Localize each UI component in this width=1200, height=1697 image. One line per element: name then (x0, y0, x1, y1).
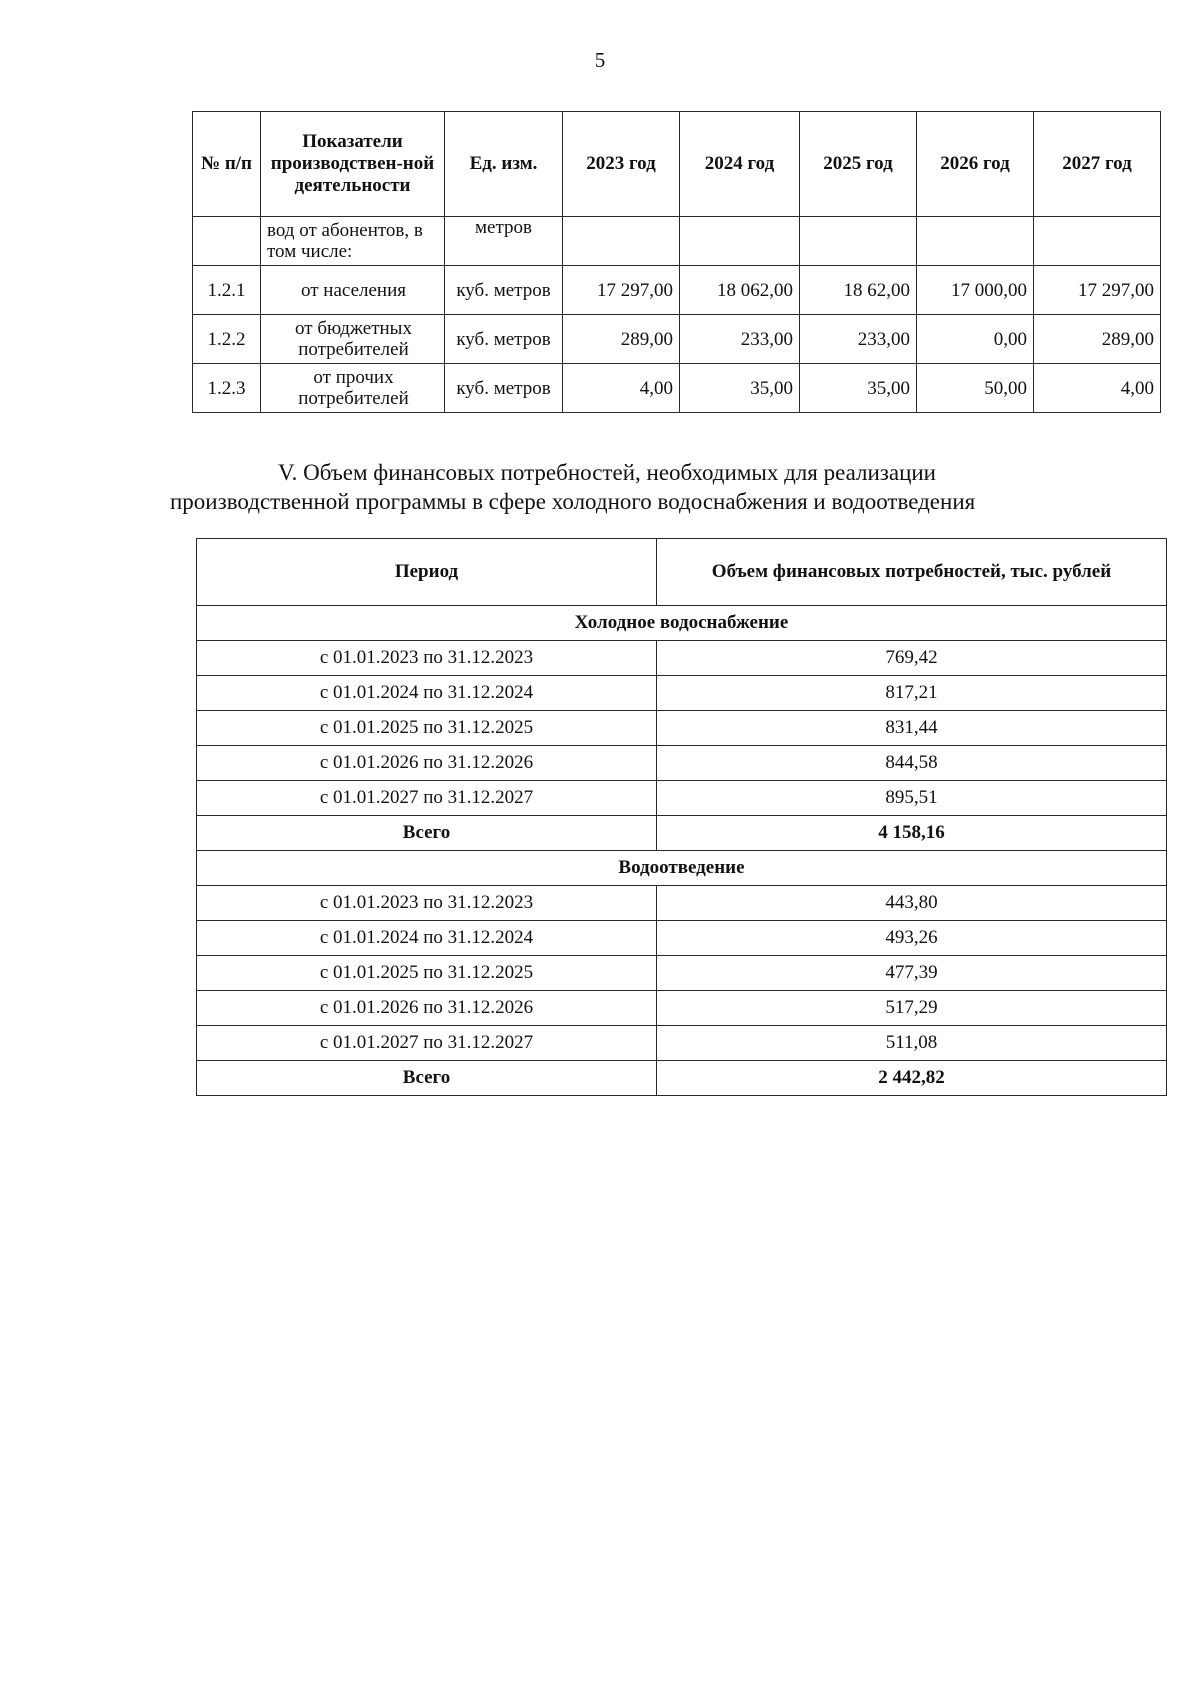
header-num: № п/п (193, 112, 261, 217)
cell-2024: 233,00 (680, 315, 800, 364)
cell-2027: 17 297,00 (1034, 266, 1161, 315)
total-label: Всего (197, 1061, 657, 1096)
table-row (197, 886, 1167, 921)
cell-2027: 289,00 (1034, 315, 1161, 364)
production-indicators-table (192, 111, 1161, 413)
period-cell: с 01.01.2026 по 31.12.2026 (197, 746, 657, 781)
period-cell: с 01.01.2025 по 31.12.2025 (197, 956, 657, 991)
table-row (197, 711, 1167, 746)
table-header-row (193, 112, 1161, 217)
cell-2023: 17 297,00 (563, 266, 680, 315)
row-unit: куб. метров (445, 364, 563, 413)
cell-2026: 50,00 (917, 364, 1034, 413)
cell-2024 (680, 217, 800, 266)
header-volume: Объем финансовых потребностей, тыс. рублей (657, 539, 1167, 606)
header-2026: 2026 год (917, 112, 1034, 217)
cell-2023: 4,00 (563, 364, 680, 413)
cell-2025: 18 62,00 (800, 266, 917, 315)
total-row (197, 816, 1167, 851)
value-cell: 493,26 (657, 921, 1167, 956)
section-title-line-2: производственной программы в сфере холодного водоснабжения и водоотведения (170, 489, 976, 514)
period-cell: с 01.01.2026 по 31.12.2026 (197, 991, 657, 1026)
row-unit: куб. метров (445, 315, 563, 364)
value-cell: 443,80 (657, 886, 1167, 921)
value-cell: 517,29 (657, 991, 1167, 1026)
row-unit: куб. метров (445, 266, 563, 315)
header-2027: 2027 год (1034, 112, 1161, 217)
period-cell: с 01.01.2024 по 31.12.2024 (197, 921, 657, 956)
cell-2025 (800, 217, 917, 266)
section-title (170, 458, 1160, 516)
row-num (193, 217, 261, 266)
header-period: Период (197, 539, 657, 606)
header-2023: 2023 год (563, 112, 680, 217)
table-row (197, 921, 1167, 956)
page-number: 5 (594, 48, 606, 72)
total-value: 2 442,82 (657, 1061, 1167, 1096)
period-cell: с 01.01.2023 по 31.12.2023 (197, 886, 657, 921)
table-row (197, 1026, 1167, 1061)
value-cell: 895,51 (657, 781, 1167, 816)
row-name: от населения (261, 266, 445, 315)
cell-2025: 233,00 (800, 315, 917, 364)
total-row (197, 1061, 1167, 1096)
row-unit: метров (445, 217, 563, 266)
value-cell: 844,58 (657, 746, 1167, 781)
cell-2026: 17 000,00 (917, 266, 1034, 315)
group-header-row (197, 606, 1167, 641)
table-row (193, 315, 1161, 364)
cell-2024: 35,00 (680, 364, 800, 413)
total-value: 4 158,16 (657, 816, 1167, 851)
header-2024: 2024 год (680, 112, 800, 217)
group-title-drainage: Водоотведение (197, 851, 1167, 886)
financial-needs-table (196, 538, 1167, 1096)
table-row (197, 956, 1167, 991)
table-row (197, 641, 1167, 676)
table-row (193, 266, 1161, 315)
period-cell: с 01.01.2024 по 31.12.2024 (197, 676, 657, 711)
group-header-row (197, 851, 1167, 886)
cell-2026 (917, 217, 1034, 266)
section-title-line-1: V. Объем финансовых потребностей, необходимых для реализации (278, 460, 936, 485)
table-row (193, 217, 1161, 266)
period-cell: с 01.01.2025 по 31.12.2025 (197, 711, 657, 746)
value-cell: 477,39 (657, 956, 1167, 991)
row-num: 1.2.3 (193, 364, 261, 413)
table-row (197, 991, 1167, 1026)
row-name: от прочих потребителей (261, 364, 445, 413)
cell-2027: 4,00 (1034, 364, 1161, 413)
group-title-cold-water: Холодное водоснабжение (197, 606, 1167, 641)
value-cell: 817,21 (657, 676, 1167, 711)
total-label: Всего (197, 816, 657, 851)
row-num: 1.2.2 (193, 315, 261, 364)
header-indicator: Показатели производствен-ной деятельности (261, 112, 445, 217)
period-cell: с 01.01.2027 по 31.12.2027 (197, 781, 657, 816)
cell-2027 (1034, 217, 1161, 266)
value-cell: 511,08 (657, 1026, 1167, 1061)
cell-2023 (563, 217, 680, 266)
table-row (197, 746, 1167, 781)
period-cell: с 01.01.2023 по 31.12.2023 (197, 641, 657, 676)
value-cell: 769,42 (657, 641, 1167, 676)
header-unit: Ед. изм. (445, 112, 563, 217)
table-row (197, 781, 1167, 816)
cell-2025: 35,00 (800, 364, 917, 413)
header-2025: 2025 год (800, 112, 917, 217)
cell-2026: 0,00 (917, 315, 1034, 364)
table-header-row (197, 539, 1167, 606)
period-cell: с 01.01.2027 по 31.12.2027 (197, 1026, 657, 1061)
cell-2024: 18 062,00 (680, 266, 800, 315)
row-num: 1.2.1 (193, 266, 261, 315)
table-row (197, 676, 1167, 711)
row-name: от бюджетных потребителей (261, 315, 445, 364)
row-name: вод от абонентов, в том числе: (261, 217, 445, 266)
table-row (193, 364, 1161, 413)
value-cell: 831,44 (657, 711, 1167, 746)
cell-2023: 289,00 (563, 315, 680, 364)
